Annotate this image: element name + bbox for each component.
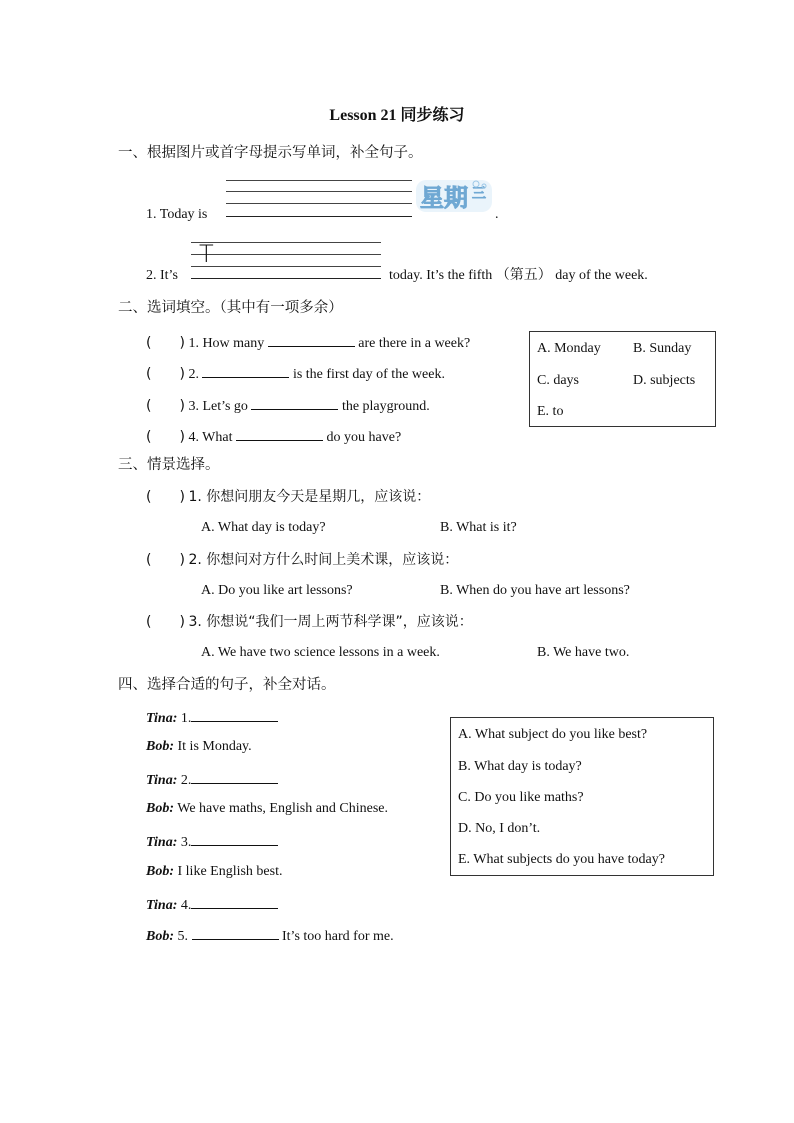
section2-heading: 二、选词填空。（其中有一项多余）: [118, 300, 343, 316]
svg-text:星期: 星期: [420, 184, 468, 212]
answer-blank[interactable]: [202, 365, 289, 378]
answer-blank[interactable]: [191, 896, 278, 909]
dialogue-line-8: Bob: 5. It’s too hard for me.: [146, 929, 394, 944]
answer-blank[interactable]: [192, 927, 279, 940]
option-b: B. Sunday: [633, 341, 692, 356]
answer-blank[interactable]: [191, 709, 278, 722]
sentence-option-c: C. Do you like maths?: [458, 790, 584, 805]
sentence-option-d: D. No, I don’t.: [458, 821, 541, 836]
dialogue-line-4: Bob: We have maths, English and Chinese.: [146, 801, 389, 816]
answer-blank[interactable]: [191, 833, 278, 846]
sentence-option-b: B. What day is today?: [458, 759, 582, 774]
dialogue-line-6: Bob: I like English best.: [146, 864, 283, 879]
q2-hint-letter: T: [199, 240, 214, 268]
section2-item-1: ( ) 1. How many are there in a week?: [146, 335, 471, 351]
answer-blank[interactable]: [236, 428, 323, 441]
answer-blank[interactable]: [191, 771, 278, 784]
answer-blank[interactable]: [268, 334, 355, 347]
section3-question-3: ( ) 3. 你想说“我们一周上两节科学课”，应该说：: [146, 614, 473, 630]
dialogue-line-3: Tina: 2.: [146, 771, 278, 788]
answer-blank[interactable]: [251, 397, 338, 410]
dialogue-line-5: Tina: 3.: [146, 833, 278, 850]
option-d: D. subjects: [633, 373, 696, 388]
section2-item-2: ( ) 2. is the first day of the week.: [146, 366, 445, 382]
section3-q1-option-a: A. What day is today?: [201, 520, 326, 535]
section1-heading: 一、根据图片或首字母提示写单词，补全句子。: [118, 145, 423, 161]
section3-question-1: ( ) 1. 你想问朋友今天是星期几，应该说：: [146, 489, 431, 505]
section2-word-box: [529, 331, 716, 427]
q1-suffix: .: [495, 207, 499, 222]
section2-item-4: ( ) 4. What do you have?: [146, 429, 402, 445]
option-c: C. days: [537, 373, 579, 388]
section4-sentence-box: [450, 717, 714, 876]
sentence-option-a: A. What subject do you like best?: [458, 727, 648, 742]
section3-question-2: ( ) 2. 你想问对方什么时间上美术课，应该说：: [146, 552, 459, 568]
option-e: E. to: [537, 404, 564, 419]
svg-text:三: 三: [472, 186, 486, 202]
section2-item-3: ( ) 3. Let’s go the playground.: [146, 398, 430, 414]
sentence-option-e: E. What subjects do you have today?: [458, 852, 665, 867]
q2-suffix: today. It’s the fifth （第五） day of the week.: [389, 268, 648, 283]
section3-q2-option-b: B. When do you have art lessons?: [440, 583, 630, 598]
section3-q2-option-a: A. Do you like art lessons?: [201, 583, 353, 598]
option-a: A. Monday: [537, 341, 601, 356]
section3-q3-option-b: B. We have two.: [537, 645, 630, 660]
q2-prefix: 2. It’s: [146, 268, 178, 283]
section3-heading: 三、情景选择。: [118, 457, 220, 473]
page-title: Lesson 21 同步练习: [329, 107, 465, 124]
section3-q1-option-b: B. What is it?: [440, 520, 517, 535]
section3-q3-option-a: A. We have two science lessons in a week.: [201, 645, 440, 660]
section4-heading: 四、选择合适的句子，补全对话。: [118, 677, 336, 693]
dialogue-line-7: Tina: 4.: [146, 896, 278, 913]
dialogue-line-1: Tina: 1.: [146, 709, 278, 726]
dialogue-line-2: Bob: It is Monday.: [146, 739, 252, 754]
q1-prefix: 1. Today is: [146, 207, 208, 222]
wednesday-picture: [414, 176, 496, 216]
